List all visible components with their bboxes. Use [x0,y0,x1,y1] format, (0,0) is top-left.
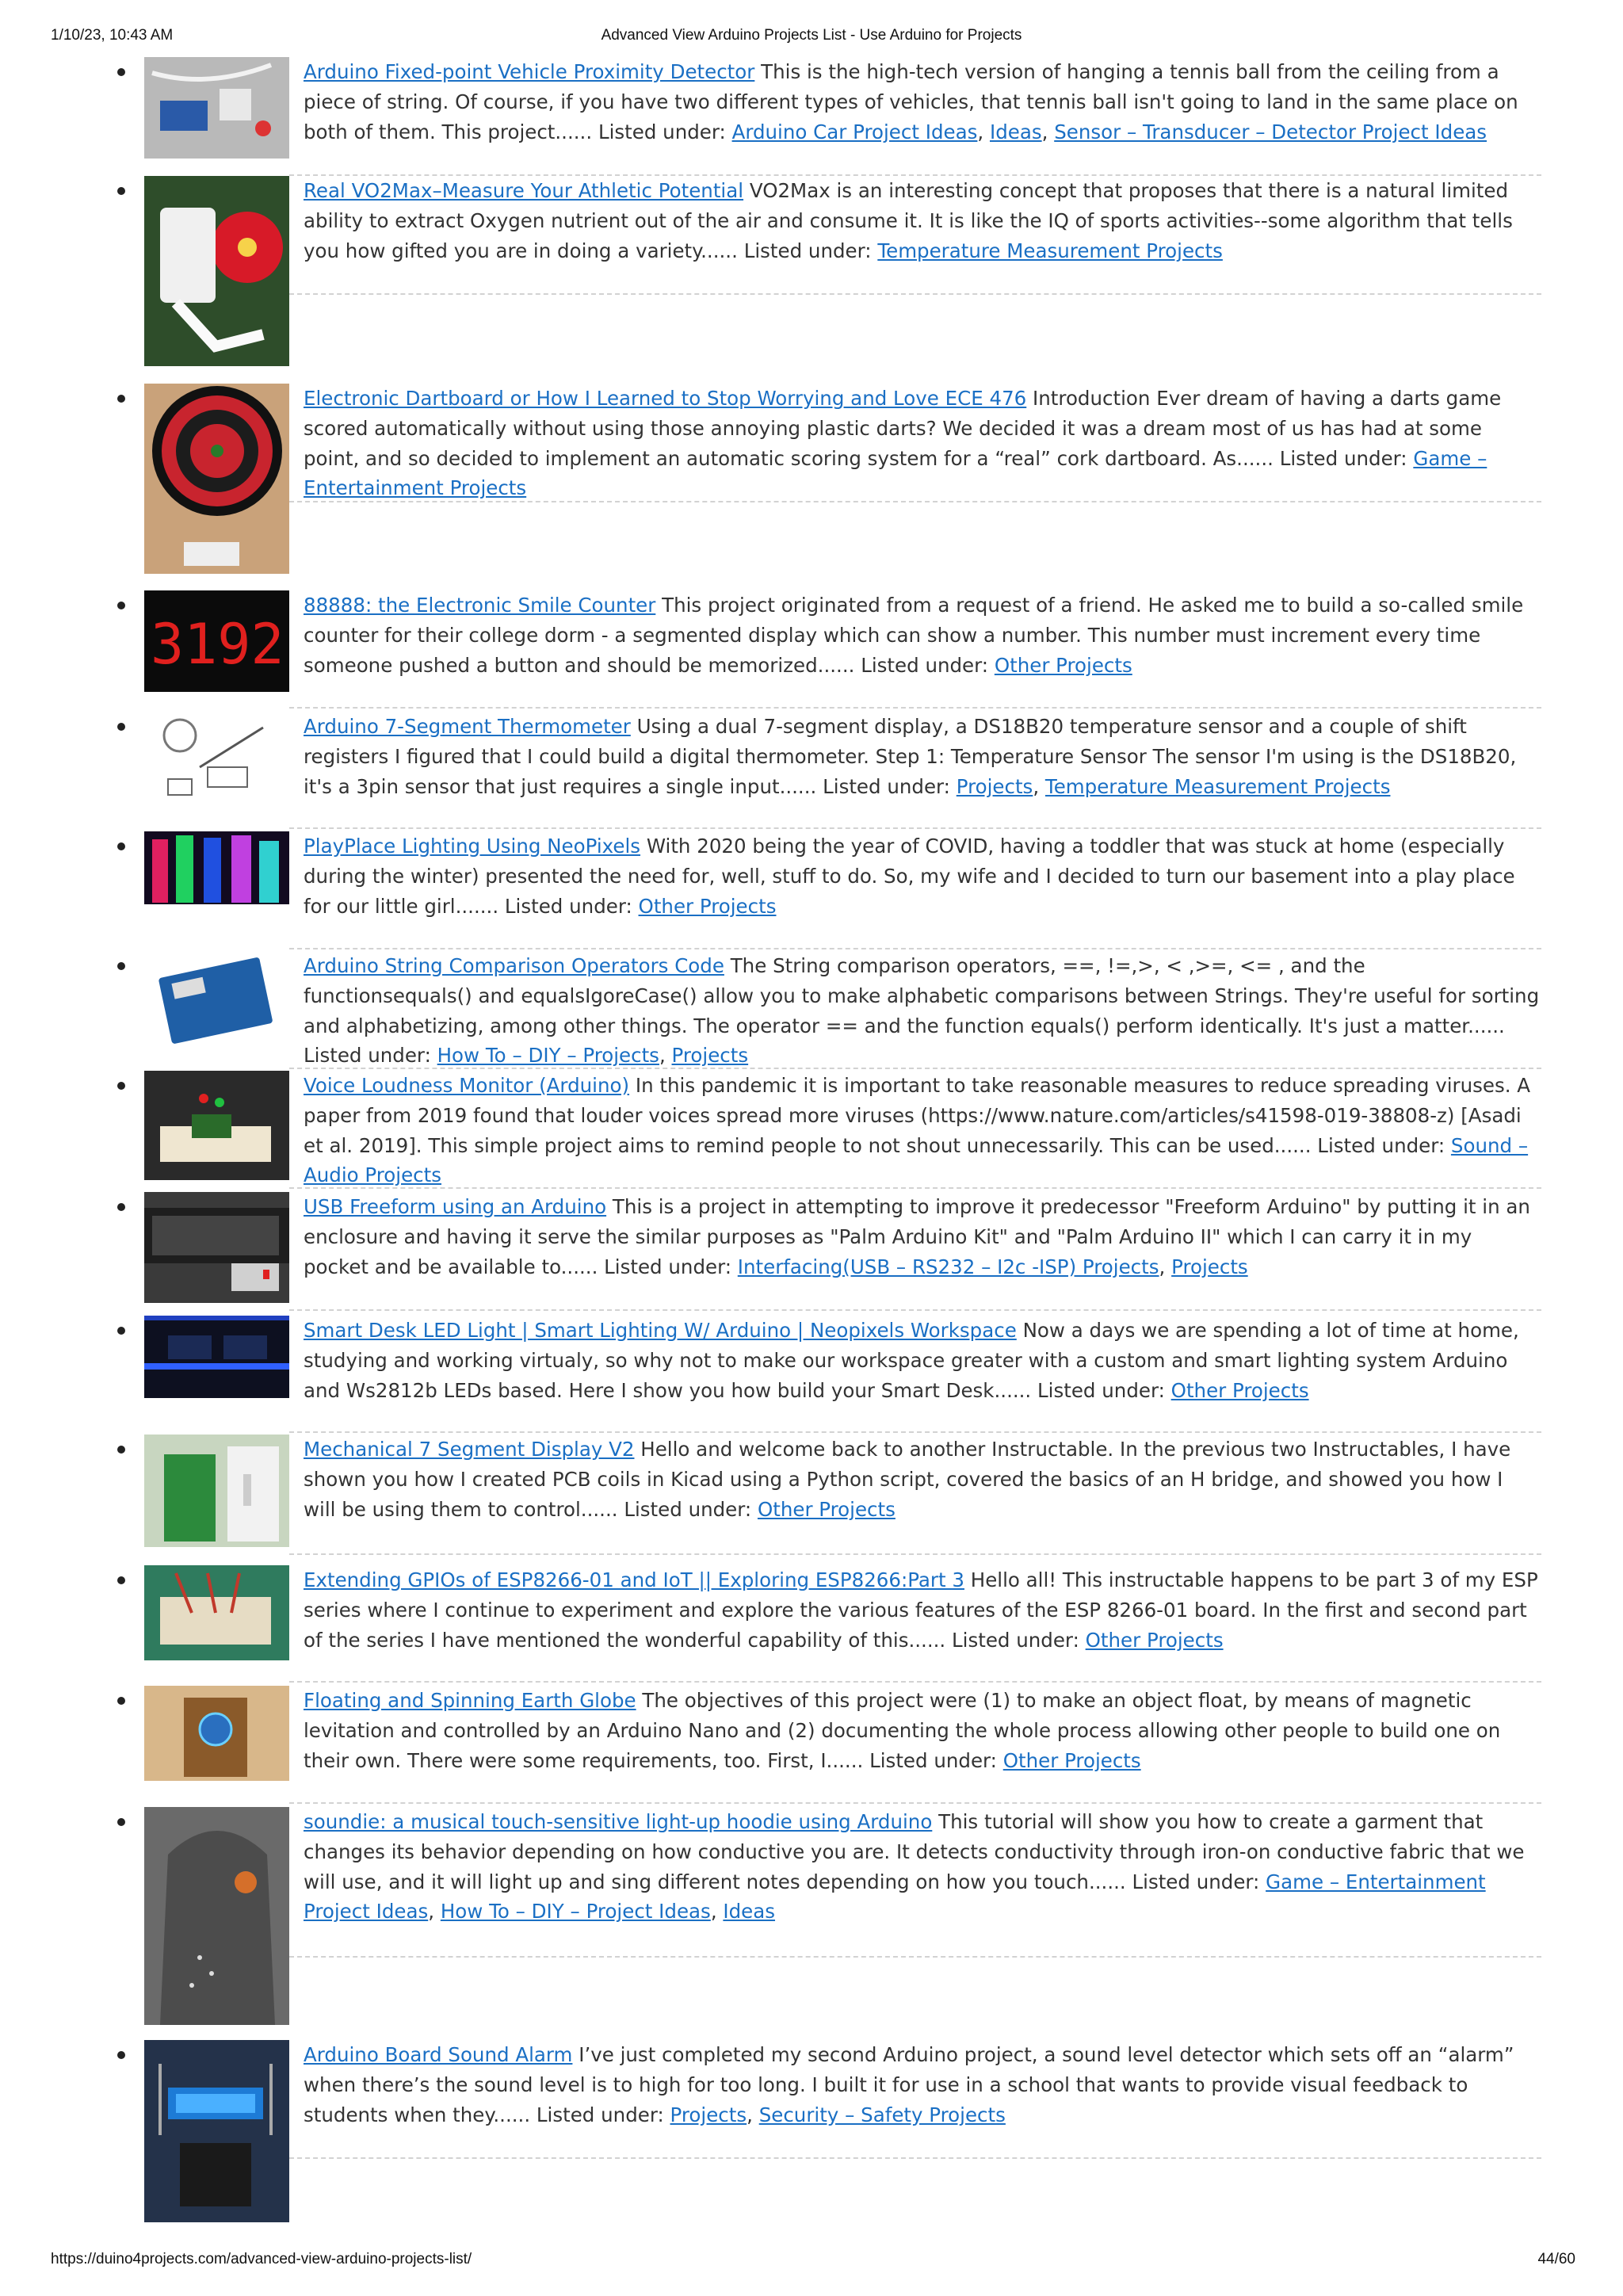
bullet-icon [117,395,125,403]
pcb-and-display-photo [144,1435,289,1547]
project-title-link[interactable]: soundie: a musical touch-sensitive light-up hoodie using Arduino [304,1810,933,1833]
project-thumbnail[interactable] [144,590,289,692]
project-description: Now a days we are spending a lot of time at home, studying and working virtualy, so why not to make our workspace greater with a custom and smart lighting system Arduino and Ws2812b LEDs based. Here I show you how build your Smart Desk...... [304,1319,1519,1402]
project-title-link[interactable]: 88888: the Electronic Smile Counter [304,594,656,617]
divider [289,1187,1541,1189]
project-title-link[interactable]: Floating and Spinning Earth Globe [304,1689,636,1712]
bullet-icon [117,1082,125,1090]
project-description: In this pandemic it is important to take reasonable measures to reduce spreading viruses. A paper from 2019 found that louder voices spread more viruses (https://www.nature.com/articles/s41598-019-38808-z) [Asadi et al. 2019]. This simple project aims to remind people to not shout unnecessarily. This can be used...... [304,1074,1531,1157]
category-link[interactable]: Temperature Measurement Projects [1044,774,1391,798]
category-link[interactable]: How To – DIY – Projects [437,1044,659,1068]
project-description: This is a project in attempting to improve it predecessor "Freeform Arduino" by putting it in an enclosure and having it serve the similar purposes as "Palm Arduino Kit" and "Palm Arduino II" which I can carry it in my pocket and be available to...... [304,1195,1530,1278]
project-thumbnail[interactable] [144,1071,289,1180]
floating-globe-photo [144,1686,289,1781]
project-title-link[interactable]: Voice Loudness Monitor (Arduino) [304,1074,630,1097]
listed-under-label: Listed under: [1132,1870,1260,1893]
category-link[interactable]: Ideas [989,120,1042,143]
project-description: Introduction Ever dream of having a darts game scored automatically without using those annoying plastic darts? We decided it was a dream most of us has had at some point, and so decided to implement an automatic scoring system for a “real” cork dartboard. As...... [304,387,1502,470]
project-title-link[interactable]: Mechanical 7 Segment Display V2 [304,1438,635,1461]
divider [289,707,1541,709]
project-title-link[interactable]: Arduino Fixed-point Vehicle Proximity Detector [304,60,755,83]
project-summary [304,1071,1540,1190]
breadboard-led-photo [144,1071,289,1180]
category-link[interactable]: Other Projects [1085,1628,1224,1652]
project-description: This tutorial will show you how to create a garment that changes its behavior depending on how conductive you are. It detects conductivity through iron-on conductive fabric that we will use, and it will light up and sing different notes depending on how you touch...... [304,1810,1525,1893]
project-thumbnail[interactable] [144,1316,289,1398]
project-description: Hello and welcome back to another Instructable. In the previous two Instructables, I have shown you how I created PCB coils in Kicad using a Python script, covered the basics of an H bridge, and showed you how I will be using them to control...... [304,1438,1511,1521]
circuit-with-cable-photo [144,57,289,159]
listed-under-label: Listed under: [823,774,950,798]
arduino-board-photo [144,951,289,1045]
bullet-icon [117,1818,125,1826]
project-description: Hello all! This instructable happens to be part 3 of my ESP series where I continue to experiment and explore the various features of the ESP 8266-01 board. In the first and second part of the series I have mentioned the wonderful capability of this...... [304,1568,1538,1652]
project-summary: Arduino Board Sound Alarm I’ve just completed my second Arduino project, a sound level detector which sets off an “alarm” when there’s the sound level is to high for too long. I built it for use in a school that wants to provide visual feedback to students when they...... Listed under: Projects, Security – Safety Projects [304,2043,1514,2126]
bullet-icon [117,602,125,609]
project-description: VO2Max is an interesting concept that proposes that there is a natural limited ability to extract Oxygen nutrient out of the air and consume it. It is like the IQ of sports activities--some algorithm that tells you how gifted you are in doing a variety...... [304,179,1513,262]
project-title-link[interactable]: USB Freeform using an Arduino [304,1195,607,1218]
project-summary: USB Freeform using an Arduino This is a project in attempting to improve it predecessor "Freeform Arduino" by putting it in an enclosure and having it serve the similar purposes as "Palm Arduino Kit" and "Palm Arduino II" which I can carry it in my pocket and be available to...... Listed under: Interfacing(USB – RS232 – I2c -ISP) Projects, Projects [304,1195,1530,1278]
divider [289,2157,1541,2159]
project-thumbnail[interactable] [144,1686,289,1781]
project-thumbnail[interactable] [144,1807,289,2025]
divider [289,501,1541,502]
project-thumbnail[interactable] [144,1565,289,1660]
category-link[interactable]: Game – Entertainment Projects [304,446,1487,500]
category-link[interactable]: Other Projects [1002,1748,1141,1772]
category-link[interactable]: Projects [670,2103,747,2126]
desk-lighting-photo [144,1316,289,1398]
project-description: With 2020 being the year of COVID, having a toddler that was stuck at home (especially during the winter) presented the need for, well, stuff to do. So, my wife and I decided to turn our basement into a play place for our little girl....... [304,835,1515,918]
project-description: This project originated from a request of a friend. He asked me to build a so-called smile counter for their college dorm - a segmented display which can show a number. This number must increment every time someone pushed a button and should be memorized...... [304,594,1524,677]
listed-under-label: Listed under: [743,239,872,262]
listed-under-label: Listed under: [1279,446,1407,470]
divider [289,1802,1541,1804]
project-summary [304,590,1540,680]
print-header [0,24,1623,51]
project-thumbnail[interactable] [144,176,289,366]
bullet-icon [117,1697,125,1705]
project-summary [304,1435,1540,1524]
project-description: I’ve just completed my second Arduino project, a sound level detector which sets off an “alarm” when there’s the sound level is to high for too long. I built it for use in a school that wants to provide visual feedback to students when they...... [304,2043,1514,2126]
category-link[interactable]: Other Projects [994,653,1132,677]
category-link[interactable]: Projects [1171,1255,1248,1278]
white-device-with-red-flower-photo [144,176,289,366]
listed-under-label: Listed under: [504,894,632,918]
bullet-icon [117,1327,125,1335]
listed-under-label: Listed under: [861,653,989,677]
print-page-title: Advanced View Arduino Projects List - Use Arduino for Projects [601,27,1022,44]
svg-text:3192: 3192 [151,612,285,677]
project-thumbnail[interactable] [144,831,289,904]
bullet-icon [117,1203,125,1211]
divider [289,293,1541,295]
project-description: The String comparison operators, ==, !=,>, < ,>=, <= , and the functionsequals() and equalsIgoreCase() allow you to make alphabetic comparisons between Strings. They're useful for sorting and alphabetizing, among other things. The operator == and the function equals() perform identically. It's just a matter...... [304,954,1540,1037]
divider [289,1553,1541,1555]
project-thumbnail[interactable] [144,2040,289,2222]
bullet-icon [117,68,125,76]
category-link[interactable]: Projects [671,1044,749,1068]
divider [289,948,1541,949]
thermometer-sketch-illustration [144,712,289,805]
divider [289,1681,1541,1683]
project-thumbnail[interactable] [144,384,289,574]
bullet-icon [117,723,125,731]
hoodie-photo [144,1807,289,2025]
divider [289,827,1541,829]
category-link[interactable]: Other Projects [1170,1378,1309,1402]
project-summary: Arduino String Comparison Operators Code The String comparison operators, ==, !=,>, < ,>=, <= , and the functionsequals() and equalsIgoreCase() allow you to make alphabetic comparisons between Strings. They're useful for sorting and alphabetizing, among other things. The operator == and the function equals() perform identically. It's just a matter...... Listed under: How To – DIY – Projects, Projects [304,954,1540,1068]
divider [289,1956,1541,1958]
project-thumbnail[interactable] [144,57,289,159]
divider [289,1431,1541,1433]
project-summary [304,1316,1540,1405]
project-description: This is the high-tech version of hanging a tennis ball from the ceiling from a piece of string. Of course, if you have two different types of vehicles, that tennis ball isn't going to land in the same place on both of them. This project...... [304,60,1518,143]
print-page-number: 44/60 [1537,2251,1575,2267]
project-title-link[interactable]: PlayPlace Lighting Using NeoPixels [304,835,641,858]
listed-under-label: Listed under: [952,1628,1079,1652]
category-link[interactable]: Other Projects [757,1497,896,1521]
category-link[interactable]: Projects [956,774,1033,798]
listed-under-label: Listed under: [624,1497,752,1521]
listed-under-label: Listed under: [1037,1378,1165,1402]
category-link[interactable]: Arduino Car Project Ideas [731,120,978,143]
bullet-icon [117,962,125,970]
bullet-icon [117,1446,125,1454]
lcd-sound-alarm-photo [144,2040,289,2222]
listed-under-label: Listed under: [598,120,726,143]
project-summary [304,384,1540,503]
project-title-link[interactable]: Electronic Dartboard or How I Learned to Stop Worrying and Love ECE 476 [304,387,1027,410]
laptop-usb-photo [144,1192,289,1303]
neopixel-lighting-photo [144,831,289,904]
project-thumbnail[interactable] [144,951,289,1045]
listed-under-label: Listed under: [304,1044,431,1068]
listed-under-label: Listed under: [604,1255,731,1278]
project-summary: Arduino 7-Segment Thermometer Using a dual 7-segment display, a DS18B20 temperature sensor and a couple of shift registers I figured that I could build a digital thermometer. Step 1: Temperature Sensor The sensor I'm using is the DS18B20, it's a 3pin sensor that just requires a single input...... Listed under: Projects, Temperature Measurement Projects [304,715,1517,798]
project-title-link[interactable]: Extending GPIOs of ESP8266-01 and IoT || Exploring ESP8266:Part 3 [304,1568,964,1591]
listed-under-label: Listed under: [869,1748,997,1772]
divider [289,1309,1541,1311]
category-link[interactable]: Security – Safety Projects [758,2103,1006,2126]
category-link[interactable]: Game – Entertainment Project Ideas [304,1870,1486,1924]
print-url: https://duino4projects.com/advanced-view-arduino-projects-list/ [51,2251,472,2267]
project-description: Using a dual 7-segment display, a DS18B20 temperature sensor and a couple of shift registers I figured that I could build a digital thermometer. Step 1: Temperature Sensor The sensor I'm using is the DS18B20, it's a 3pin sensor that just requires a single input...... [304,715,1517,798]
project-thumbnail[interactable] [144,1435,289,1547]
esp8266-board-photo [144,1565,289,1660]
divider [289,1068,1541,1069]
bullet-icon [117,842,125,850]
category-link[interactable]: Other Projects [638,894,777,918]
print-datetime: 1/10/23, 10:43 AM [51,27,174,44]
print-footer [0,2251,1623,2275]
dartboard-photo [144,384,289,574]
project-title-link[interactable]: Smart Desk LED Light | Smart Lighting W/ Arduino | Neopixels Workspace [304,1319,1017,1342]
category-link[interactable]: Interfacing(USB – RS232 – I2c -ISP) Projects [737,1255,1159,1278]
project-summary [304,831,1540,921]
project-summary: soundie: a musical touch-sensitive light-up hoodie using Arduino This tutorial will show you how to create a garment that changes its behavior depending on how conductive you are. It detects conductivity through iron-on conductive fabric that we will use, and it will light up and sing different notes depending on how you touch...... Listed under: Game – Entertainment Project Ideas, How To – DIY – Project Ideas, Ideas [304,1810,1525,1924]
category-link[interactable]: How To – DIY – Project Ideas [440,1900,711,1924]
bullet-icon [117,187,125,195]
listed-under-label: Listed under: [1317,1133,1445,1157]
red-seven-segment-display-photo [144,590,289,692]
project-summary [304,1686,1540,1775]
project-description: The objectives of this project were (1) to make an object float, by means of magnetic levitation and controlled by an Arduino Nano and (2) documenting the whole process allowing other people to build one on their own. There were some requirements, too. First, I...... [304,1689,1501,1772]
category-link[interactable]: Temperature Measurement Projects [877,239,1223,262]
project-summary [304,176,1540,266]
project-summary [304,1565,1540,1655]
bullet-icon [117,2051,125,2059]
project-thumbnail[interactable] [144,1192,289,1303]
category-link[interactable]: Ideas [723,1900,776,1924]
project-thumbnail[interactable] [144,712,289,805]
project-summary: Arduino Fixed-point Vehicle Proximity Detector This is the high-tech version of hanging a tennis ball from the ceiling from a piece of string. Of course, if you have two different types of vehicles, that tennis ball isn't going to land in the same place on both of them. This project...... Listed under: Arduino Car Project Ideas, Ideas, Sensor – Transducer – Detector Project Ideas [304,60,1518,143]
project-title-link[interactable]: Real VO2Max–Measure Your Athletic Potential [304,179,744,202]
category-link[interactable]: Sensor – Transducer – Detector Project Ideas [1054,120,1487,143]
bullet-icon [117,1576,125,1584]
project-title-link[interactable]: Arduino 7-Segment Thermometer [304,715,631,738]
category-link[interactable]: Sound – Audio Projects [304,1133,1529,1187]
project-title-link[interactable]: Arduino String Comparison Operators Code [304,954,724,977]
project-title-link[interactable]: Arduino Board Sound Alarm [304,2043,573,2066]
listed-under-label: Listed under: [536,2103,664,2126]
